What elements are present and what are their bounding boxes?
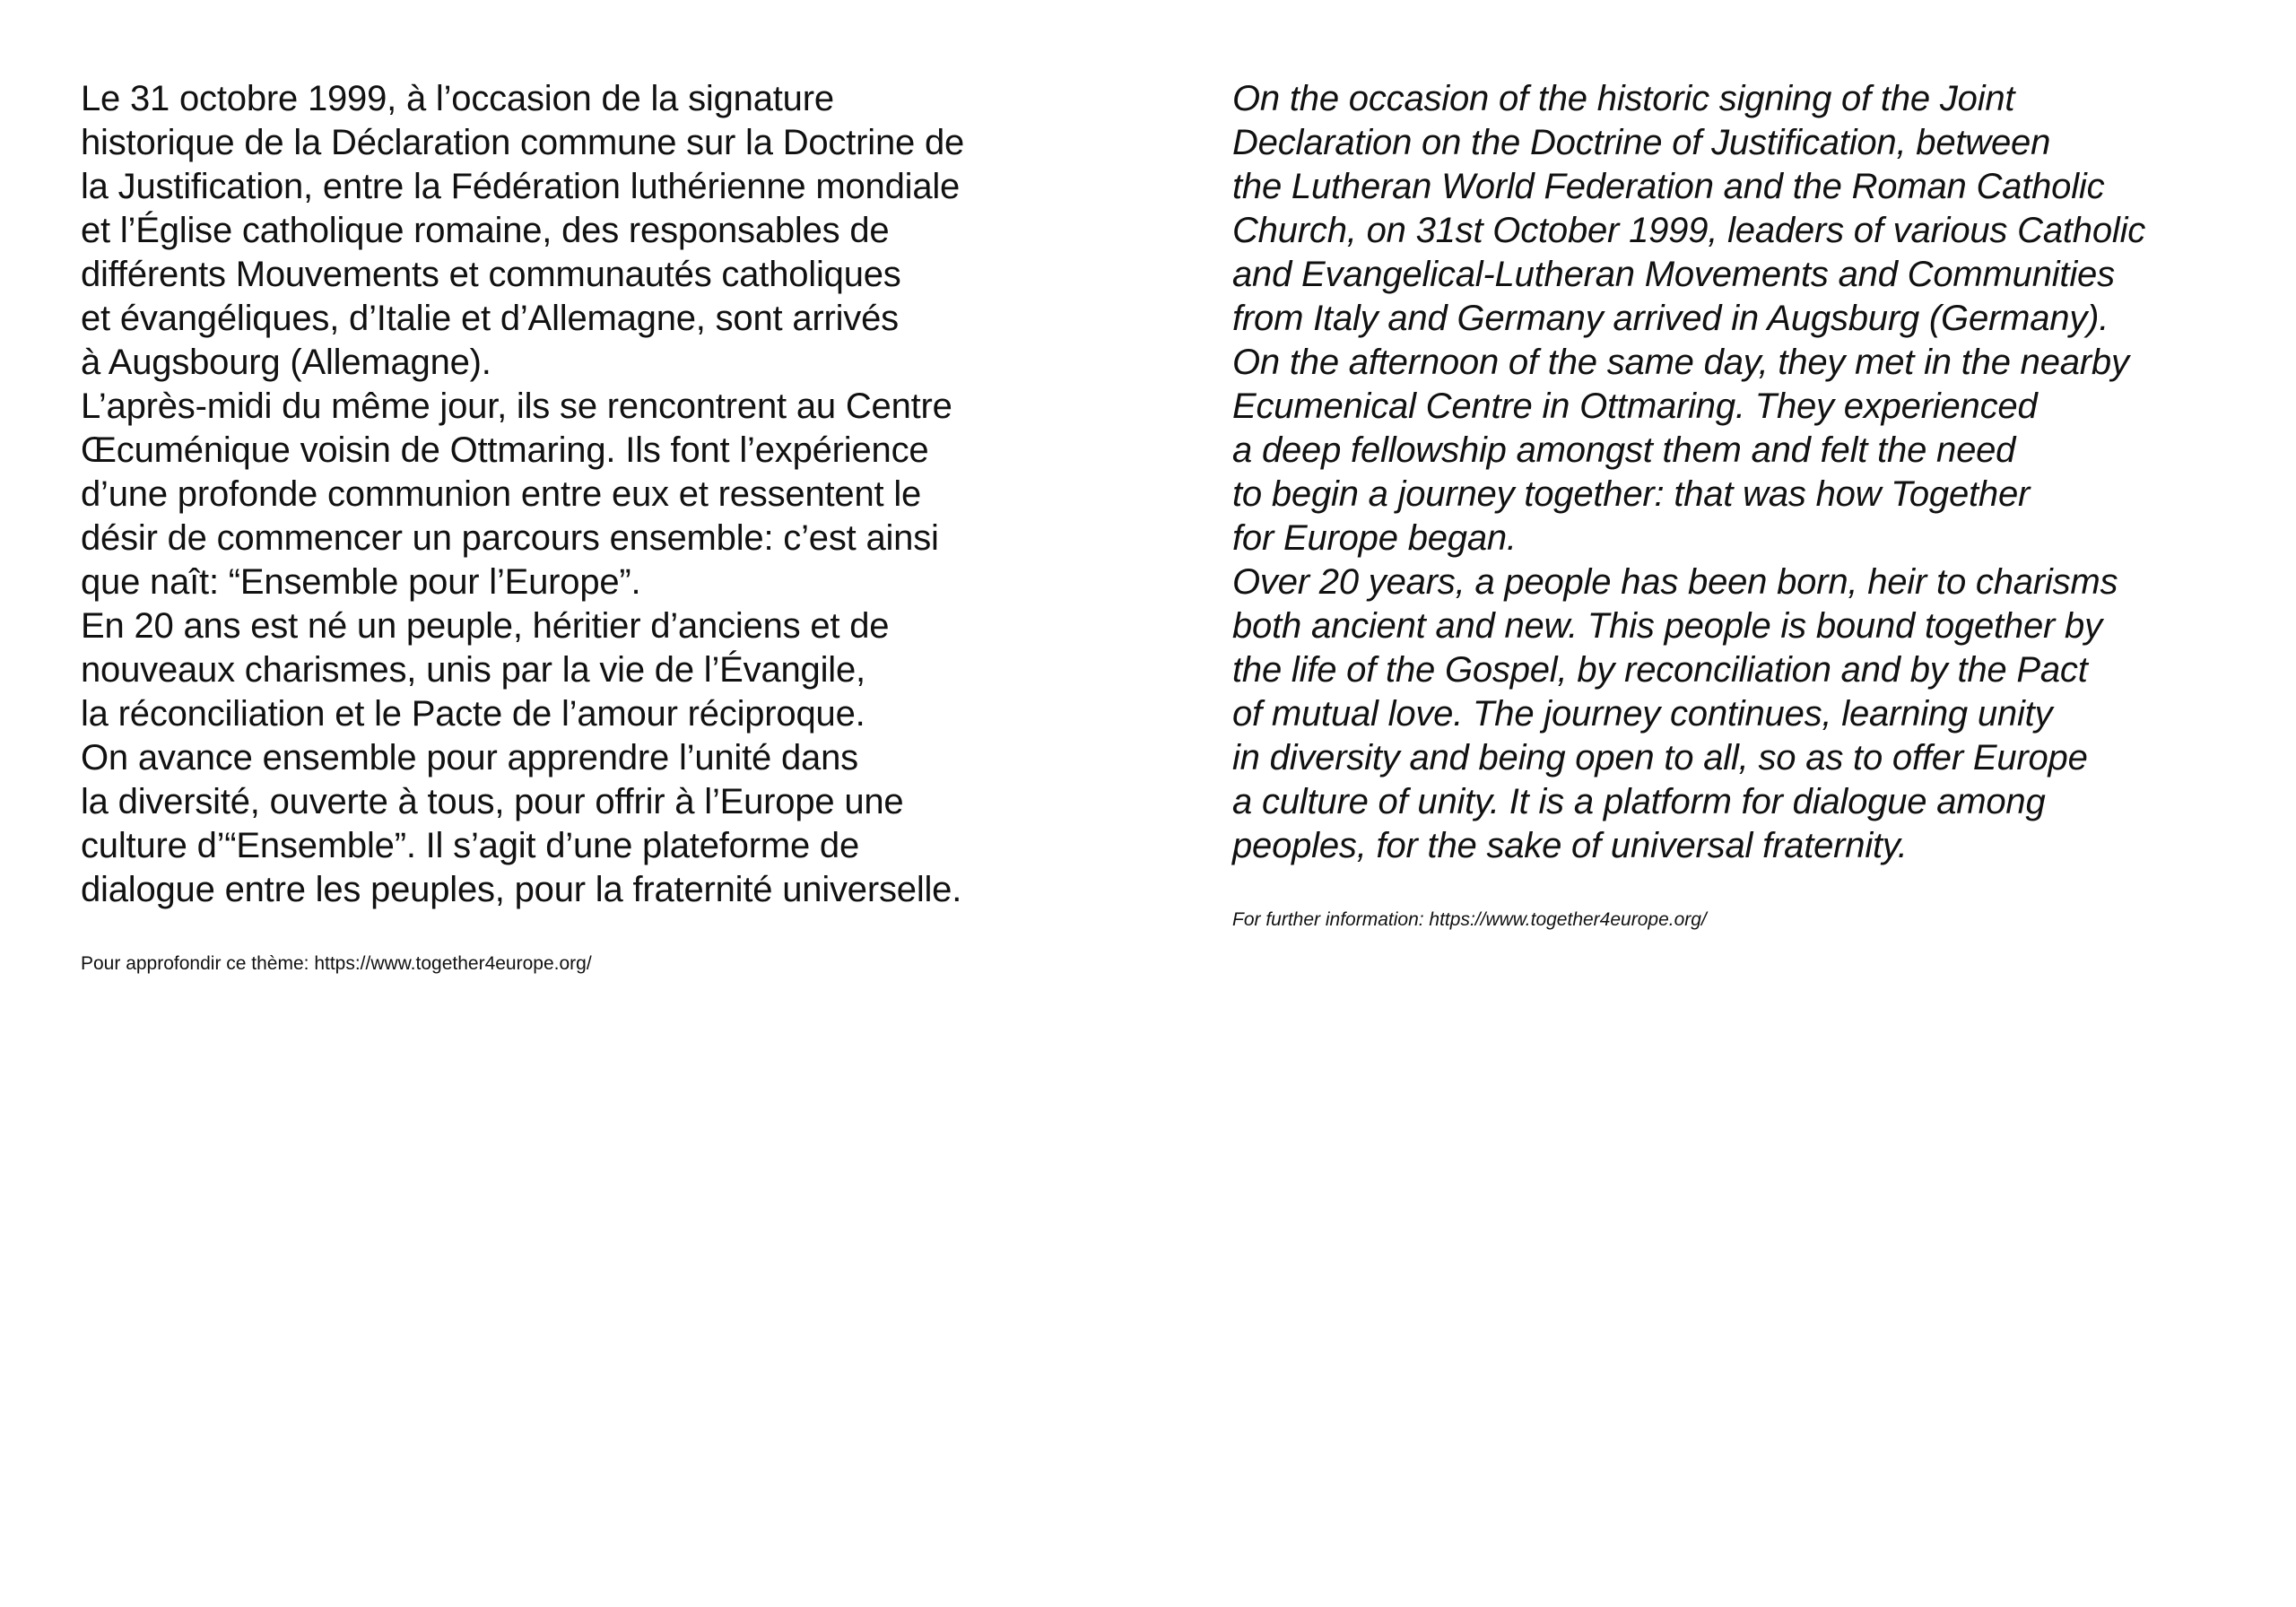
english-body-text: [1232, 77, 2264, 868]
french-body-text: [81, 77, 1121, 912]
text-line: in diversity and being open to all, so as to offer Europe: [1232, 738, 2088, 777]
text-line: et évangéliques, d’Italie et d’Allemagne, sont arrivés: [81, 299, 899, 338]
text-line: Ecumenical Centre in Ottmaring. They experienced: [1232, 387, 2038, 426]
text-line: a deep fellowship amongst them and felt the need: [1232, 430, 2016, 470]
text-line: nouveaux charismes, unis par la vie de l’Évangile,: [81, 650, 865, 690]
text-line: for Europe began.: [1232, 518, 1517, 558]
text-line: from Italy and Germany arrived in Augsburg (Germany).: [1232, 299, 2109, 338]
french-text-column: [81, 77, 1121, 977]
text-line: désir de commencer un parcours ensemble: c’est ainsi: [81, 518, 939, 558]
text-line: historique de la Déclaration commune sur la Doctrine de: [81, 123, 965, 162]
text-line: que naît: “Ensemble pour l’Europe”.: [81, 562, 641, 602]
text-line: On the occasion of the historic signing of the Joint: [1232, 79, 2015, 118]
text-line: la réconciliation et le Pacte de l’amour réciproque.: [81, 694, 865, 734]
text-line: En 20 ans est né un peuple, héritier d’anciens et de: [81, 606, 890, 646]
english-text-column: [1232, 77, 2264, 933]
text-line: dialogue entre les peuples, pour la fraternité universelle.: [81, 870, 962, 909]
text-line: d’une profonde communion entre eux et ressentent le: [81, 474, 922, 514]
text-line: Œcuménique voisin de Ottmaring. Ils font l’expérience: [81, 430, 929, 470]
text-line: the Lutheran World Federation and the Roman Catholic: [1232, 167, 2105, 206]
text-line: both ancient and new. This people is bound together by: [1232, 606, 2102, 646]
text-line: à Augsbourg (Allemagne).: [81, 343, 491, 382]
text-line: et l’Église catholique romaine, des responsables de: [81, 211, 890, 250]
text-line: On the afternoon of the same day, they met in the nearby: [1232, 343, 2129, 382]
text-line: of mutual love. The journey continues, learning unity: [1232, 694, 2053, 734]
text-line: la diversité, ouverte à tous, pour offrir à l’Europe une: [81, 782, 904, 821]
text-line: Church, on 31st October 1999, leaders of various Catholic: [1232, 211, 2146, 250]
text-line: culture d’“Ensemble”. Il s’agit d’une plateforme de: [81, 826, 860, 865]
english-footnote: For further information: https://www.together4europe.org/: [1232, 909, 1707, 930]
text-line: a culture of unity. It is a platform for dialogue among: [1232, 782, 2046, 821]
text-line: peoples, for the sake of universal fraternity.: [1232, 826, 1908, 865]
text-line: and Evangelical-Lutheran Movements and Communities: [1232, 255, 2115, 294]
french-footnote: Pour approfondir ce thème: https://www.together4europe.org/: [81, 953, 592, 974]
text-line: the life of the Gospel, by reconciliation and by the Pact: [1232, 650, 2088, 690]
text-line: la Justification, entre la Fédération luthérienne mondiale: [81, 167, 961, 206]
text-line: to begin a journey together: that was how Together: [1232, 474, 2031, 514]
text-line: L’après-midi du même jour, ils se rencontrent au Centre: [81, 387, 952, 426]
text-line: différents Mouvements et communautés catholiques: [81, 255, 901, 294]
text-line: Le 31 octobre 1999, à l’occasion de la signature: [81, 79, 834, 118]
text-line: Over 20 years, a people has been born, heir to charisms: [1232, 562, 2118, 602]
text-line: On avance ensemble pour apprendre l’unité dans: [81, 738, 858, 777]
text-line: Declaration on the Doctrine of Justification, between: [1232, 123, 2051, 162]
